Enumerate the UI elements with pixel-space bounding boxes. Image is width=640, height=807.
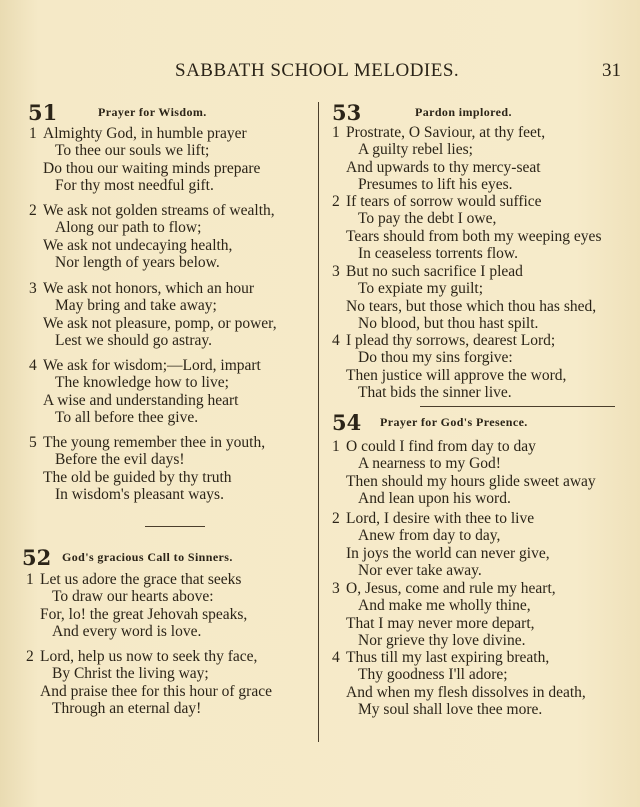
verse-line: No blood, but thou hast spilt. xyxy=(358,314,539,332)
verse-line: To expiate my guilt; xyxy=(358,280,484,298)
verse-line: And praise thee for this hour of grace xyxy=(40,682,272,700)
verse-line: Nor length of years below. xyxy=(55,253,220,271)
verse-line: Nor grieve thy love divine. xyxy=(358,631,526,649)
hymn-number: 54 xyxy=(332,410,362,435)
stanza-number: 1 xyxy=(26,571,34,588)
stanza-number: 2 xyxy=(332,510,340,527)
stanza xyxy=(332,193,602,262)
verse-line: By Christ the living way; xyxy=(52,665,209,683)
hymn-title: Prayer for God's Presence. xyxy=(380,415,528,429)
stanza-number: 2 xyxy=(29,202,37,219)
stanza xyxy=(332,438,596,507)
verse-line: To thee our souls we lift; xyxy=(55,142,210,160)
verse-line: Lest we should go astray. xyxy=(55,331,212,349)
hymn-separator-rule xyxy=(145,526,205,527)
hymn-title: Prayer for Wisdom. xyxy=(98,105,207,119)
hymn-title: Pardon implored. xyxy=(415,105,512,119)
stanza xyxy=(29,125,261,194)
verse-line: A guilty rebel lies; xyxy=(358,141,473,159)
verse-line: In wisdom's pleasant ways. xyxy=(55,485,224,503)
verse-line: Before the evil days! xyxy=(55,451,185,469)
verse-line: That bids the sinner live. xyxy=(358,383,512,401)
verse-line: Then justice will approve the word, xyxy=(346,366,567,384)
hymn-number: 51 xyxy=(28,100,58,125)
stanza xyxy=(332,510,550,579)
running-title: SABBATH SCHOOL MELODIES. xyxy=(175,60,460,81)
stanza xyxy=(26,571,248,640)
verse-line: Along our path to flow; xyxy=(55,219,202,237)
verse-line: For thy most needful gift. xyxy=(55,176,214,194)
verse-line: Lord, help us now to seek thy face, xyxy=(40,648,258,665)
verse-line: Tears should from both my weeping eyes xyxy=(346,227,602,245)
verse-line: That I may never more depart, xyxy=(346,614,535,632)
verse-line: A nearness to my God! xyxy=(358,455,501,473)
hymn-separator-rule xyxy=(420,406,615,407)
verse-line: And lean upon his word. xyxy=(358,489,511,507)
verse-line: Through an eternal day! xyxy=(52,699,202,717)
verse-line: The knowledge how to live; xyxy=(55,374,229,392)
hymn-number: 52 xyxy=(22,545,52,570)
verse-line: But no such sacrifice I plead xyxy=(346,263,523,280)
stanza-number: 1 xyxy=(332,124,340,141)
verse-line: We ask for wisdom;—Lord, impart xyxy=(43,357,261,374)
verse-line: We ask not golden streams of wealth, xyxy=(43,202,275,219)
verse-line: We ask not pleasure, pomp, or power, xyxy=(43,314,277,332)
stanza-number: 3 xyxy=(332,263,340,280)
verse-line: To draw our hearts above: xyxy=(52,588,214,606)
verse-line: I plead thy sorrows, dearest Lord; xyxy=(346,332,556,349)
stanza-number: 2 xyxy=(26,648,34,665)
verse-line: Do thou my sins forgive: xyxy=(358,349,513,367)
stanza xyxy=(332,124,546,193)
stanza xyxy=(29,357,261,426)
stanza xyxy=(26,648,272,717)
verse-line: In ceaseless torrents flow. xyxy=(358,244,518,262)
verse-line: Let us adore the grace that seeks xyxy=(40,571,242,588)
verse-line: For, lo! the great Jehovah speaks, xyxy=(40,605,248,623)
stanza-number: 5 xyxy=(29,434,37,451)
verse-line: O, Jesus, come and rule my heart, xyxy=(346,580,556,597)
verse-line: Nor ever take away. xyxy=(358,561,482,579)
verse-line: Almighty God, in humble prayer xyxy=(43,125,247,142)
stanza-number: 1 xyxy=(332,438,340,455)
column-divider xyxy=(318,102,319,742)
stanza-number: 4 xyxy=(29,357,37,374)
stanza xyxy=(29,202,275,271)
stanza xyxy=(29,280,277,349)
stanza-number: 3 xyxy=(332,580,340,597)
verse-line: No tears, but those which thou has shed, xyxy=(346,297,597,315)
stanza xyxy=(332,263,597,332)
verse-line: Lord, I desire with thee to live xyxy=(346,510,535,527)
verse-line: Do thou our waiting minds prepare xyxy=(43,159,261,177)
verse-line: And make me wholly thine, xyxy=(358,597,531,615)
stanza-number: 4 xyxy=(332,649,340,666)
verse-line: The young remember thee in youth, xyxy=(43,434,266,451)
verse-line: May bring and take away; xyxy=(55,297,217,315)
verse-line: And upwards to thy mercy-seat xyxy=(346,158,541,176)
verse-line: And when my flesh dissolves in death, xyxy=(346,683,586,701)
stanza xyxy=(332,332,567,401)
verse-line: O could I find from day to day xyxy=(346,438,536,455)
verse-line: We ask not undecaying health, xyxy=(43,236,233,254)
verse-line: Anew from day to day, xyxy=(358,527,501,545)
verse-line: To all before thee give. xyxy=(55,408,199,426)
verse-line: To pay the debt I owe, xyxy=(358,210,497,228)
verse-line: If tears of sorrow would suffice xyxy=(346,193,542,210)
verse-line: The old be guided by thy truth xyxy=(43,468,232,486)
stanza xyxy=(29,434,266,503)
verse-line: Then should my hours glide sweet away xyxy=(346,472,596,490)
verse-line: And every word is love. xyxy=(52,622,202,640)
stanza xyxy=(332,649,586,718)
stanza-number: 2 xyxy=(332,193,340,210)
stanza xyxy=(332,580,556,649)
verse-line: Presumes to lift his eyes. xyxy=(358,175,513,193)
verse-line: We ask not honors, which an hour xyxy=(43,280,254,297)
stanza-number: 4 xyxy=(332,332,340,349)
hymn-title: God's gracious Call to Sinners. xyxy=(62,550,233,564)
verse-line: Thy goodness I'll adore; xyxy=(358,666,508,684)
page-number: 31 xyxy=(602,60,621,81)
stanza-number: 3 xyxy=(29,280,37,297)
stanza-number: 1 xyxy=(29,125,37,142)
verse-line: A wise and understanding heart xyxy=(43,391,239,409)
hymn-number: 53 xyxy=(332,100,362,125)
verse-line: Thus till my last expiring breath, xyxy=(346,649,550,666)
verse-line: My soul shall love thee more. xyxy=(358,700,543,718)
verse-line: In joys the world can never give, xyxy=(346,544,550,562)
verse-line: Prostrate, O Saviour, at thy feet, xyxy=(346,124,546,141)
